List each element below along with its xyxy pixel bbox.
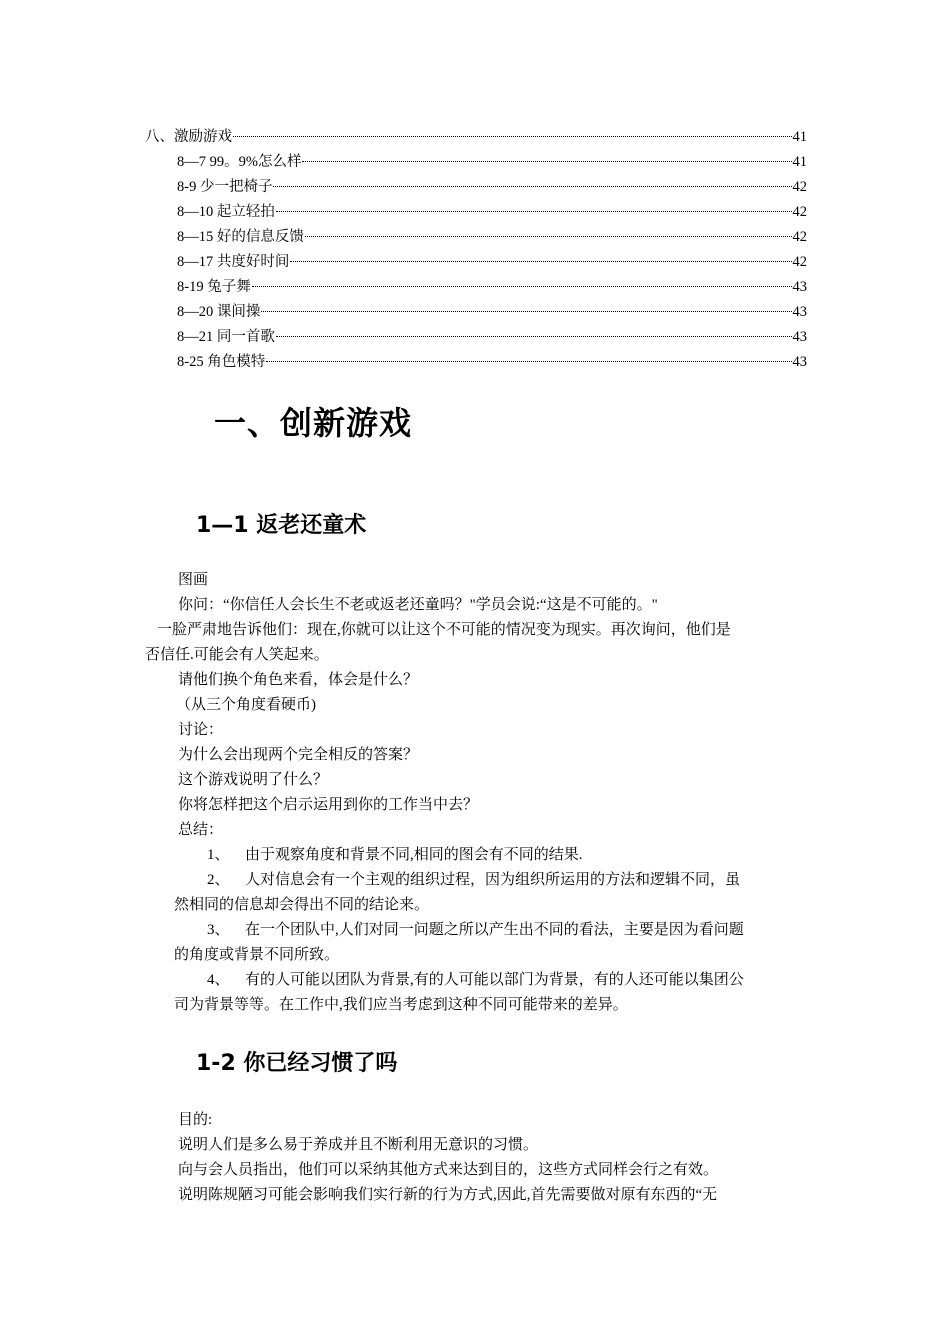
section-title: 1—1 返老还童术 [196,513,367,538]
section1-line: 请他们换个角色来看，体会是什么？ [178,672,419,688]
toc-leader-dots [276,211,792,212]
section1-line: 总结： [178,822,224,838]
toc-entry[interactable] [145,200,807,225]
toc-entry-label: 8-25 角色模特 [177,354,266,370]
section2-line: 说明人们是多么易于养成并且不断利用无意识的习惯。 [178,1137,539,1153]
toc-leader-dots [261,311,791,312]
toc-entry-label: 8—10 起立轻拍 [177,204,275,220]
summary-item [207,868,740,893]
toc-entry-page: 43 [792,329,807,345]
toc-entry-label: 8—7 99。9%怎么样 [177,154,302,170]
section1-line: 你将怎样把这个启示运用到你的工作当中去？ [178,797,479,813]
toc-entry[interactable] [145,175,807,200]
chapter-title: 一、创新游戏 [214,404,413,442]
summary-item-number: 3、 [207,922,230,938]
section1-line: 你问：“你信任人会长生不老或返老还童吗？"学员会说:“这是不可能的。" [178,597,658,613]
toc-entry[interactable] [145,225,807,250]
summary-item-text: 有的人可能以团队为背景,有的人可能以部门为背景，有的人还可能以集团公 [245,972,744,988]
summary-item-text: 在一个团队中,人们对同一问题之所以产生出不同的看法，主要是因为看问题 [245,922,744,938]
section1-line: 这个游戏说明了什么？ [178,772,329,788]
toc-entry-label: 8—15 好的信息反馈 [177,229,304,245]
section1-line: 一脸严肃地告诉他们：现在,你就可以让这个不可能的情况变为现实。再次询问，他们是 [157,622,731,638]
summary-item [207,918,744,943]
toc-entry-page: 42 [792,229,807,245]
summary-item [207,843,583,868]
toc-entry-page: 42 [792,204,807,220]
summary-item [207,968,744,993]
section1-line: 图画 [178,572,209,588]
toc-entry-page: 42 [792,254,807,270]
toc-entry[interactable] [145,350,807,375]
toc-leader-dots [276,336,792,337]
toc-entry-label: 八、激励游戏 [145,129,232,145]
toc-leader-dots [266,361,791,362]
toc-entry[interactable] [145,275,807,300]
toc-entry-label: 8—17 共度好时间 [177,254,290,270]
summary-item-text: 由于观察角度和背景不同,相同的图会有不同的结果. [245,847,583,863]
toc-entry-page: 41 [792,129,807,145]
toc-leader-dots [233,136,792,137]
toc-entry-label: 8—20 课间操 [177,304,261,320]
toc-leader-dots [273,186,791,187]
summary-item-continuation: 然相同的信息却会得出不同的结论来。 [174,897,430,913]
section-title: 1-2 你已经习惯了吗 [196,1051,398,1076]
toc-entry-label: 8-9 少一把椅子 [177,179,273,195]
section1-line: （从三个角度看硬币) [176,697,316,713]
toc-entry[interactable] [145,250,807,275]
toc-leader-dots [252,286,792,287]
toc-leader-dots [305,236,792,237]
toc-entry-page: 41 [792,154,807,170]
section1-line: 否信任.可能会有人笑起来。 [145,647,329,663]
toc-entry[interactable] [145,125,807,150]
summary-item-continuation: 司为背景等等。在工作中,我们应当考虑到这种不同可能带来的差异。 [174,997,628,1013]
summary-item-text: 人对信息会有一个主观的组织过程，因为组织所运用的方法和逻辑不同，虽 [245,872,741,888]
section2-line: 说明陈规陋习可能会影响我们实行新的行为方式,因此,首先需要做对原有东西的“无 [178,1187,718,1203]
toc-entry-label: 8—21 同一首歌 [177,329,275,345]
toc-entry-page: 42 [792,179,807,195]
toc-entry[interactable] [145,325,807,350]
toc-entry[interactable] [145,150,807,175]
section2-line: 目的: [178,1112,213,1128]
section1-line: 讨论： [178,722,224,738]
toc-leader-dots [290,261,791,262]
table-of-contents [145,125,807,375]
toc-entry-page: 43 [792,304,807,320]
toc-leader-dots [302,161,791,162]
summary-item-continuation: 的角度或背景不同所致。 [174,947,340,963]
summary-item-number: 4、 [207,972,230,988]
toc-entry-page: 43 [792,279,807,295]
summary-item-number: 2、 [207,872,230,888]
section2-line: 向与会人员指出，他们可以采纳其他方式来达到目的，这些方式同样会行之有效。 [178,1162,719,1178]
toc-entry-page: 43 [792,354,807,370]
toc-entry-label: 8-19 兔子舞 [177,279,251,295]
toc-entry[interactable] [145,300,807,325]
summary-item-number: 1、 [207,847,230,863]
section1-line: 为什么会出现两个完全相反的答案？ [178,747,419,763]
